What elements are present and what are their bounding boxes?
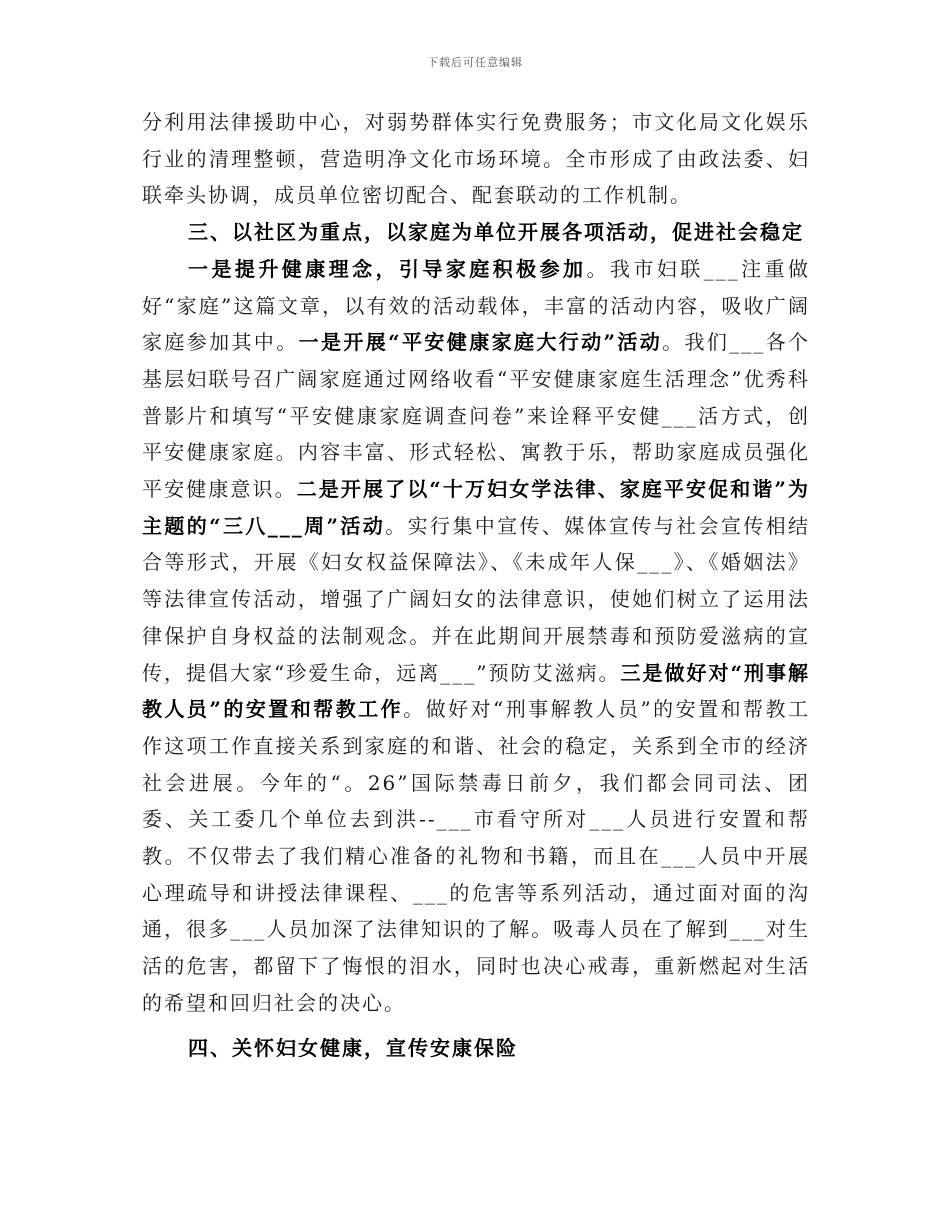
document-body (142, 104, 810, 1066)
page-header: 下载后可任意编辑 (427, 56, 523, 69)
bold-phrase-3: 二是开展了以“十万妇女学法律、家庭平安促和谐”为主题的“三八___周”活动 (142, 477, 810, 538)
bold-phrase-4: 三是做好对“刑事解教人员”的安置和帮教工作 (142, 660, 810, 722)
text-segment-4: 。做好对“刑事解教人员”的安置和帮教工作这项工作直接关系到家庭的和谐、社会的稳定，关系到全市的经济社会进展。今年的“。26”国际禁毒日前夕，我们都会同司法、团委、关工委几个单位去到洪--___市看守所对___人员进行安置和帮教。不仅带去了我们精心准备的礼物和书籍，而且在___人员中开展心理疏导和讲授法律课程、___的危害等系列活动，通过面对面的沟通，很多___人员加深了法律知识的了解。吸毒人员在了解到___对生活的危害，都留下了悔恨的泪水，同时也决心戒毒，重新燃起对生活的希望和回归社会的决心。 (142, 697, 810, 1015)
bold-phrase-2: 一是开展“平安健康家庭大行动”活动 (298, 330, 663, 355)
paragraph-continuation: 分利用法律援助中心，对弱势群体实行免费服务；市文化局文化娱乐行业的清理整顿，营造明净文化市场环境。全市形成了由政法委、妇联牵头协调，成员单位密切配合、配套联动的工作机制。 (142, 110, 810, 208)
text-segment-2: 。我们___各个基层妇联号召广阔家庭通过网络收看“平安健康家庭生活理念”优秀科普影片和填写“平安健康家庭调查问卷”来诠释平安健___活方式，创平安健康家庭。内容丰富、形式轻松、寓教于乐，帮助家庭成员强化平安健康意识。 (142, 330, 811, 502)
section-heading-4: 四、关怀妇女健康，宣传安康保险 (188, 1035, 518, 1060)
text-segment-1: 。我市妇联___注重做好“家庭”这篇文章，以有效的活动载体，丰富的活动内容，吸收广阔家庭参加其中。 (142, 256, 811, 355)
section-heading-3: 三、以社区为重点，以家庭为单位开展各项活动，促进社会稳定 (188, 220, 804, 245)
paragraph-family-activities (142, 251, 810, 1022)
text-segment-3: 。实行集中宣传、媒体宣传与社会宣传相结合等形式，开展《妇女权益保障法》、《未成年人保___》、《婚姻法》等法律宣传活动，增强了广阔妇女的法律意识，使她们树立了运用法律保护自身权益的法制观念。并在此期间开展禁毒和预防爱滋病的宣传，提倡大家“珍爱生命，远离___”预防艾滋病。 (142, 513, 811, 685)
bold-phrase-1: 一是提升健康理念，引导家庭积极参加 (188, 256, 587, 281)
